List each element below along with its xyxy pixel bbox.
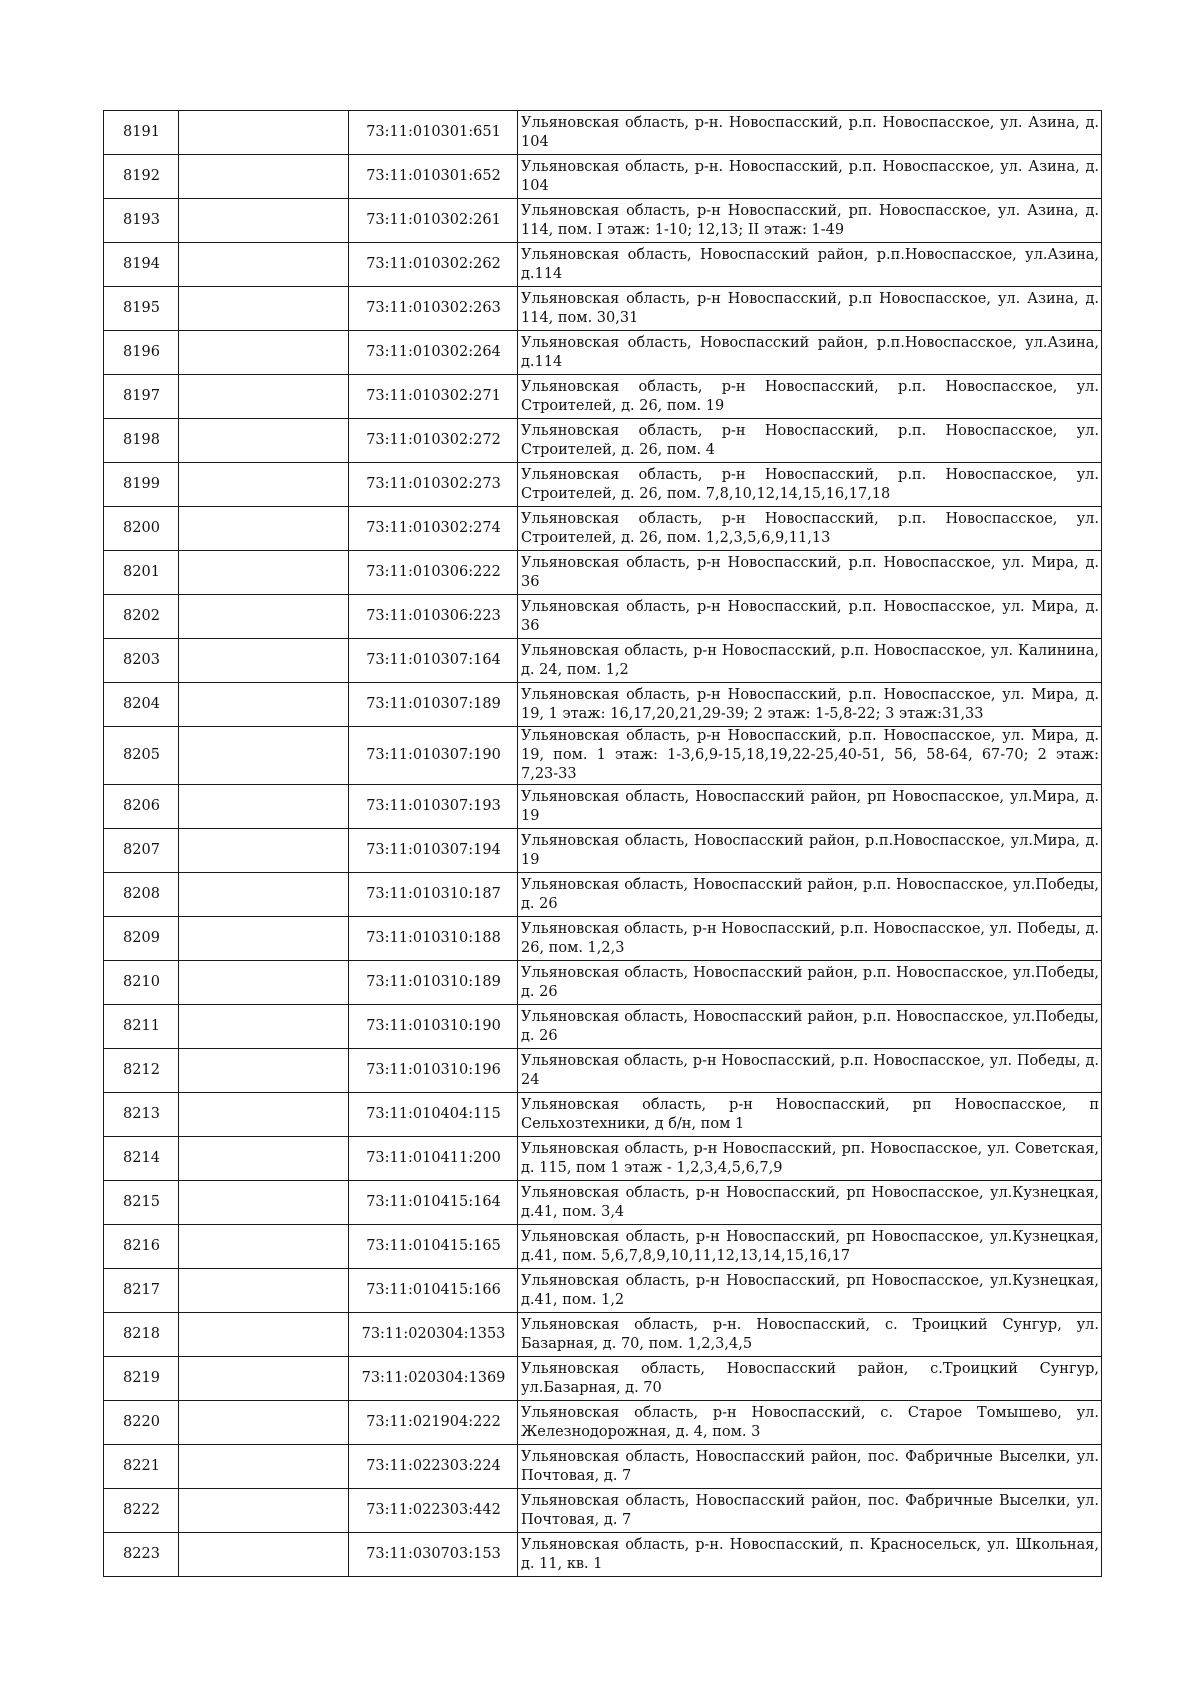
object-name-cell: [179, 287, 349, 331]
cadastral-number-cell: 73:11:010307:189: [349, 683, 518, 727]
table-row: [104, 1005, 1102, 1049]
object-name-cell: [179, 1401, 349, 1445]
address-cell: Ульяновская область, р-н Новоспасский, рп Новоспасское, п Сельхозтехники, д б/н, пом 1: [518, 1093, 1102, 1137]
row-number-cell: 8216: [104, 1225, 179, 1269]
object-name-cell: [179, 1225, 349, 1269]
cadastral-number-cell: 73:11:010302:261: [349, 199, 518, 243]
address-cell: Ульяновская область, р-н Новоспасский, р.п. Новоспасское, ул. Строителей, д. 26, пом. 19: [518, 375, 1102, 419]
object-name-cell: [179, 199, 349, 243]
table-row: [104, 375, 1102, 419]
object-name-cell: [179, 375, 349, 419]
registry-table-body: [104, 111, 1102, 1577]
row-number-cell: 8206: [104, 785, 179, 829]
row-number-cell: 8191: [104, 111, 179, 155]
cadastral-number-cell: 73:11:010310:187: [349, 873, 518, 917]
address-cell: Ульяновская область, р-н. Новоспасский, р.п. Новоспасское, ул. Азина, д. 104: [518, 155, 1102, 199]
table-row: [104, 331, 1102, 375]
cadastral-number-cell: 73:11:010307:190: [349, 727, 518, 785]
address-cell: Ульяновская область, Новоспасский район, р.п.Новоспасское, ул.Азина, д.114: [518, 331, 1102, 375]
cadastral-number-cell: 73:11:020304:1353: [349, 1313, 518, 1357]
row-number-cell: 8205: [104, 727, 179, 785]
address-cell: Ульяновская область, р-н Новоспасский, р.п Новоспасское, ул. Азина, д. 114, пом. 30,31: [518, 287, 1102, 331]
row-number-cell: 8203: [104, 639, 179, 683]
cadastral-number-cell: 73:11:010307:193: [349, 785, 518, 829]
row-number-cell: 8222: [104, 1489, 179, 1533]
row-number-cell: 8198: [104, 419, 179, 463]
object-name-cell: [179, 1049, 349, 1093]
cadastral-number-cell: 73:11:010307:164: [349, 639, 518, 683]
address-cell: Ульяновская область, р-н Новоспасский, рп Новоспасское, ул.Кузнецкая, д.41, пом. 1,2: [518, 1269, 1102, 1313]
row-number-cell: 8196: [104, 331, 179, 375]
address-cell: Ульяновская область, Новоспасский район, р.п. Новоспасское, ул.Победы, д. 26: [518, 1005, 1102, 1049]
row-number-cell: 8217: [104, 1269, 179, 1313]
table-row: [104, 1181, 1102, 1225]
table-row: [104, 1093, 1102, 1137]
address-cell: Ульяновская область, р-н Новоспасский, рп Новоспасское, ул.Кузнецкая, д.41, пом. 3,4: [518, 1181, 1102, 1225]
address-cell: Ульяновская область, Новоспасский район, пос. Фабричные Выселки, ул. Почтовая, д. 7: [518, 1489, 1102, 1533]
row-number-cell: 8199: [104, 463, 179, 507]
address-cell: Ульяновская область, р-н Новоспасский, рп. Новоспасское, ул. Советская, д. 115, пом 1 этаж - 1,2,3,4,5,6,7,9: [518, 1137, 1102, 1181]
cadastral-number-cell: 73:11:010302:272: [349, 419, 518, 463]
row-number-cell: 8223: [104, 1533, 179, 1577]
cadastral-number-cell: 73:11:010301:651: [349, 111, 518, 155]
address-cell: Ульяновская область, р-н. Новоспасский, с. Троицкий Сунгур, ул. Базарная, д. 70, пом. 1,2,3,4,5: [518, 1313, 1102, 1357]
table-row: [104, 551, 1102, 595]
cadastral-number-cell: 73:11:022303:442: [349, 1489, 518, 1533]
object-name-cell: [179, 683, 349, 727]
address-cell: Ульяновская область, р-н Новоспасский, р.п. Новоспасское, ул. Строителей, д. 26, пом. 1,2,3,5,6,9,11,13: [518, 507, 1102, 551]
address-cell: Ульяновская область, Новоспасский район, р.п.Новоспасское, ул.Мира, д. 19: [518, 829, 1102, 873]
cadastral-number-cell: 73:11:010411:200: [349, 1137, 518, 1181]
row-number-cell: 8210: [104, 961, 179, 1005]
object-name-cell: [179, 785, 349, 829]
table-row: [104, 727, 1102, 785]
address-cell: Ульяновская область, Новоспасский район, р.п.Новоспасское, ул.Азина, д.114: [518, 243, 1102, 287]
cadastral-number-cell: 73:11:010310:188: [349, 917, 518, 961]
object-name-cell: [179, 507, 349, 551]
cadastral-number-cell: 73:11:020304:1369: [349, 1357, 518, 1401]
row-number-cell: 8215: [104, 1181, 179, 1225]
row-number-cell: 8211: [104, 1005, 179, 1049]
object-name-cell: [179, 243, 349, 287]
cadastral-number-cell: 73:11:010302:264: [349, 331, 518, 375]
cadastral-number-cell: 73:11:010302:274: [349, 507, 518, 551]
address-cell: Ульяновская область, р-н Новоспасский, р.п. Новоспасское, ул. Мира, д. 19, пом. 1 этаж: 1-3,6,9-15,18,19,22-25,40-51, 56, 58-64, 67-70; 2 этаж: 7,23-33: [518, 727, 1102, 785]
object-name-cell: [179, 917, 349, 961]
row-number-cell: 8221: [104, 1445, 179, 1489]
cadastral-number-cell: 73:11:010306:222: [349, 551, 518, 595]
cadastral-number-cell: 73:11:010302:263: [349, 287, 518, 331]
object-name-cell: [179, 419, 349, 463]
address-cell: Ульяновская область, р-н Новоспасский, р.п. Новоспасское, ул. Победы, д. 26, пом. 1,2,3: [518, 917, 1102, 961]
object-name-cell: [179, 1357, 349, 1401]
address-cell: Ульяновская область, р-н. Новоспасский, п. Красносельск, ул. Школьная, д. 11, кв. 1: [518, 1533, 1102, 1577]
table-row: [104, 199, 1102, 243]
table-row: [104, 1533, 1102, 1577]
cadastral-number-cell: 73:11:010310:196: [349, 1049, 518, 1093]
object-name-cell: [179, 1313, 349, 1357]
object-name-cell: [179, 1489, 349, 1533]
address-cell: Ульяновская область, р-н Новоспасский, р.п. Новоспасское, ул. Мира, д. 36: [518, 595, 1102, 639]
object-name-cell: [179, 595, 349, 639]
object-name-cell: [179, 829, 349, 873]
cadastral-number-cell: 73:11:022303:224: [349, 1445, 518, 1489]
cadastral-number-cell: 73:11:010307:194: [349, 829, 518, 873]
object-name-cell: [179, 1181, 349, 1225]
table-row: [104, 1049, 1102, 1093]
object-name-cell: [179, 873, 349, 917]
address-cell: Ульяновская область, р-н Новоспасский, р.п. Новоспасское, ул. Строителей, д. 26, пом. 4: [518, 419, 1102, 463]
table-row: [104, 111, 1102, 155]
row-number-cell: 8204: [104, 683, 179, 727]
row-number-cell: 8212: [104, 1049, 179, 1093]
row-number-cell: 8195: [104, 287, 179, 331]
address-cell: Ульяновская область, р-н Новоспасский, рп Новоспасское, ул.Кузнецкая, д.41, пом. 5,6,7,8,9,10,11,12,13,14,15,16,17: [518, 1225, 1102, 1269]
object-name-cell: [179, 961, 349, 1005]
row-number-cell: 8220: [104, 1401, 179, 1445]
address-cell: Ульяновская область, Новоспасский район, рп Новоспасское, ул.Мира, д. 19: [518, 785, 1102, 829]
row-number-cell: 8214: [104, 1137, 179, 1181]
object-name-cell: [179, 639, 349, 683]
address-cell: Ульяновская область, р-н Новоспасский, р.п. Новоспасское, ул. Победы, д. 24: [518, 1049, 1102, 1093]
row-number-cell: 8201: [104, 551, 179, 595]
cadastral-number-cell: 73:11:010415:166: [349, 1269, 518, 1313]
row-number-cell: 8194: [104, 243, 179, 287]
table-row: [104, 507, 1102, 551]
address-cell: Ульяновская область, р-н Новоспасский, р.п. Новоспасское, ул. Калинина, д. 24, пом. 1,2: [518, 639, 1102, 683]
address-cell: Ульяновская область, р-н. Новоспасский, р.п. Новоспасское, ул. Азина, д. 104: [518, 111, 1102, 155]
table-row: [104, 595, 1102, 639]
object-name-cell: [179, 1269, 349, 1313]
address-cell: Ульяновская область, Новоспасский район, пос. Фабричные Выселки, ул. Почтовая, д. 7: [518, 1445, 1102, 1489]
object-name-cell: [179, 111, 349, 155]
address-cell: Ульяновская область, Новоспасский район, р.п. Новоспасское, ул.Победы, д. 26: [518, 873, 1102, 917]
row-number-cell: 8208: [104, 873, 179, 917]
table-row: [104, 419, 1102, 463]
table-row: [104, 1225, 1102, 1269]
row-number-cell: 8209: [104, 917, 179, 961]
cadastral-number-cell: 73:11:010302:262: [349, 243, 518, 287]
cadastral-number-cell: 73:11:010306:223: [349, 595, 518, 639]
object-name-cell: [179, 1445, 349, 1489]
cadastral-number-cell: 73:11:010415:165: [349, 1225, 518, 1269]
object-name-cell: [179, 1533, 349, 1577]
table-row: [104, 829, 1102, 873]
cadastral-number-cell: 73:11:010310:190: [349, 1005, 518, 1049]
address-cell: Ульяновская область, р-н Новоспасский, р.п. Новоспасское, ул. Мира, д. 36: [518, 551, 1102, 595]
table-row: [104, 1357, 1102, 1401]
row-number-cell: 8197: [104, 375, 179, 419]
cadastral-number-cell: 73:11:010310:189: [349, 961, 518, 1005]
address-cell: Ульяновская область, р-н Новоспасский, р.п. Новоспасское, ул. Строителей, д. 26, пом. 7,8,10,12,14,15,16,17,18: [518, 463, 1102, 507]
object-name-cell: [179, 551, 349, 595]
cadastral-number-cell: 73:11:010301:652: [349, 155, 518, 199]
row-number-cell: 8200: [104, 507, 179, 551]
table-row: [104, 1489, 1102, 1533]
cadastral-number-cell: 73:11:010302:273: [349, 463, 518, 507]
address-cell: Ульяновская область, р-н Новоспасский, с. Старое Томышево, ул. Железнодорожная, д. 4, пом. 3: [518, 1401, 1102, 1445]
cadastral-number-cell: 73:11:021904:222: [349, 1401, 518, 1445]
cadastral-number-cell: 73:11:010415:164: [349, 1181, 518, 1225]
table-row: [104, 1313, 1102, 1357]
row-number-cell: 8202: [104, 595, 179, 639]
table-row: [104, 1445, 1102, 1489]
table-row: [104, 243, 1102, 287]
object-name-cell: [179, 155, 349, 199]
table-row: [104, 463, 1102, 507]
table-row: [104, 155, 1102, 199]
row-number-cell: 8192: [104, 155, 179, 199]
cadastral-number-cell: 73:11:030703:153: [349, 1533, 518, 1577]
object-name-cell: [179, 1093, 349, 1137]
row-number-cell: 8219: [104, 1357, 179, 1401]
cadastral-number-cell: 73:11:010302:271: [349, 375, 518, 419]
object-name-cell: [179, 1137, 349, 1181]
table-row: [104, 639, 1102, 683]
row-number-cell: 8213: [104, 1093, 179, 1137]
address-cell: Ульяновская область, р-н Новоспасский, р.п. Новоспасское, ул. Мира, д. 19, 1 этаж: 16,17,20,21,29-39; 2 этаж: 1-5,8-22; 3 этаж:31,33: [518, 683, 1102, 727]
table-row: [104, 683, 1102, 727]
registry-table: [103, 110, 1102, 1577]
table-row: [104, 961, 1102, 1005]
object-name-cell: [179, 331, 349, 375]
table-row: [104, 917, 1102, 961]
cadastral-number-cell: 73:11:010404:115: [349, 1093, 518, 1137]
table-row: [104, 873, 1102, 917]
object-name-cell: [179, 727, 349, 785]
object-name-cell: [179, 1005, 349, 1049]
address-cell: Ульяновская область, Новоспасский район, с.Троицкий Сунгур, ул.Базарная, д. 70: [518, 1357, 1102, 1401]
table-row: [104, 1401, 1102, 1445]
table-row: [104, 1137, 1102, 1181]
row-number-cell: 8218: [104, 1313, 179, 1357]
address-cell: Ульяновская область, Новоспасский район, р.п. Новоспасское, ул.Победы, д. 26: [518, 961, 1102, 1005]
object-name-cell: [179, 463, 349, 507]
row-number-cell: 8207: [104, 829, 179, 873]
row-number-cell: 8193: [104, 199, 179, 243]
table-row: [104, 1269, 1102, 1313]
address-cell: Ульяновская область, р-н Новоспасский, рп. Новоспасское, ул. Азина, д. 114, пом. I этаж: 1-10; 12,13; II этаж: 1-49: [518, 199, 1102, 243]
table-row: [104, 785, 1102, 829]
table-row: [104, 287, 1102, 331]
